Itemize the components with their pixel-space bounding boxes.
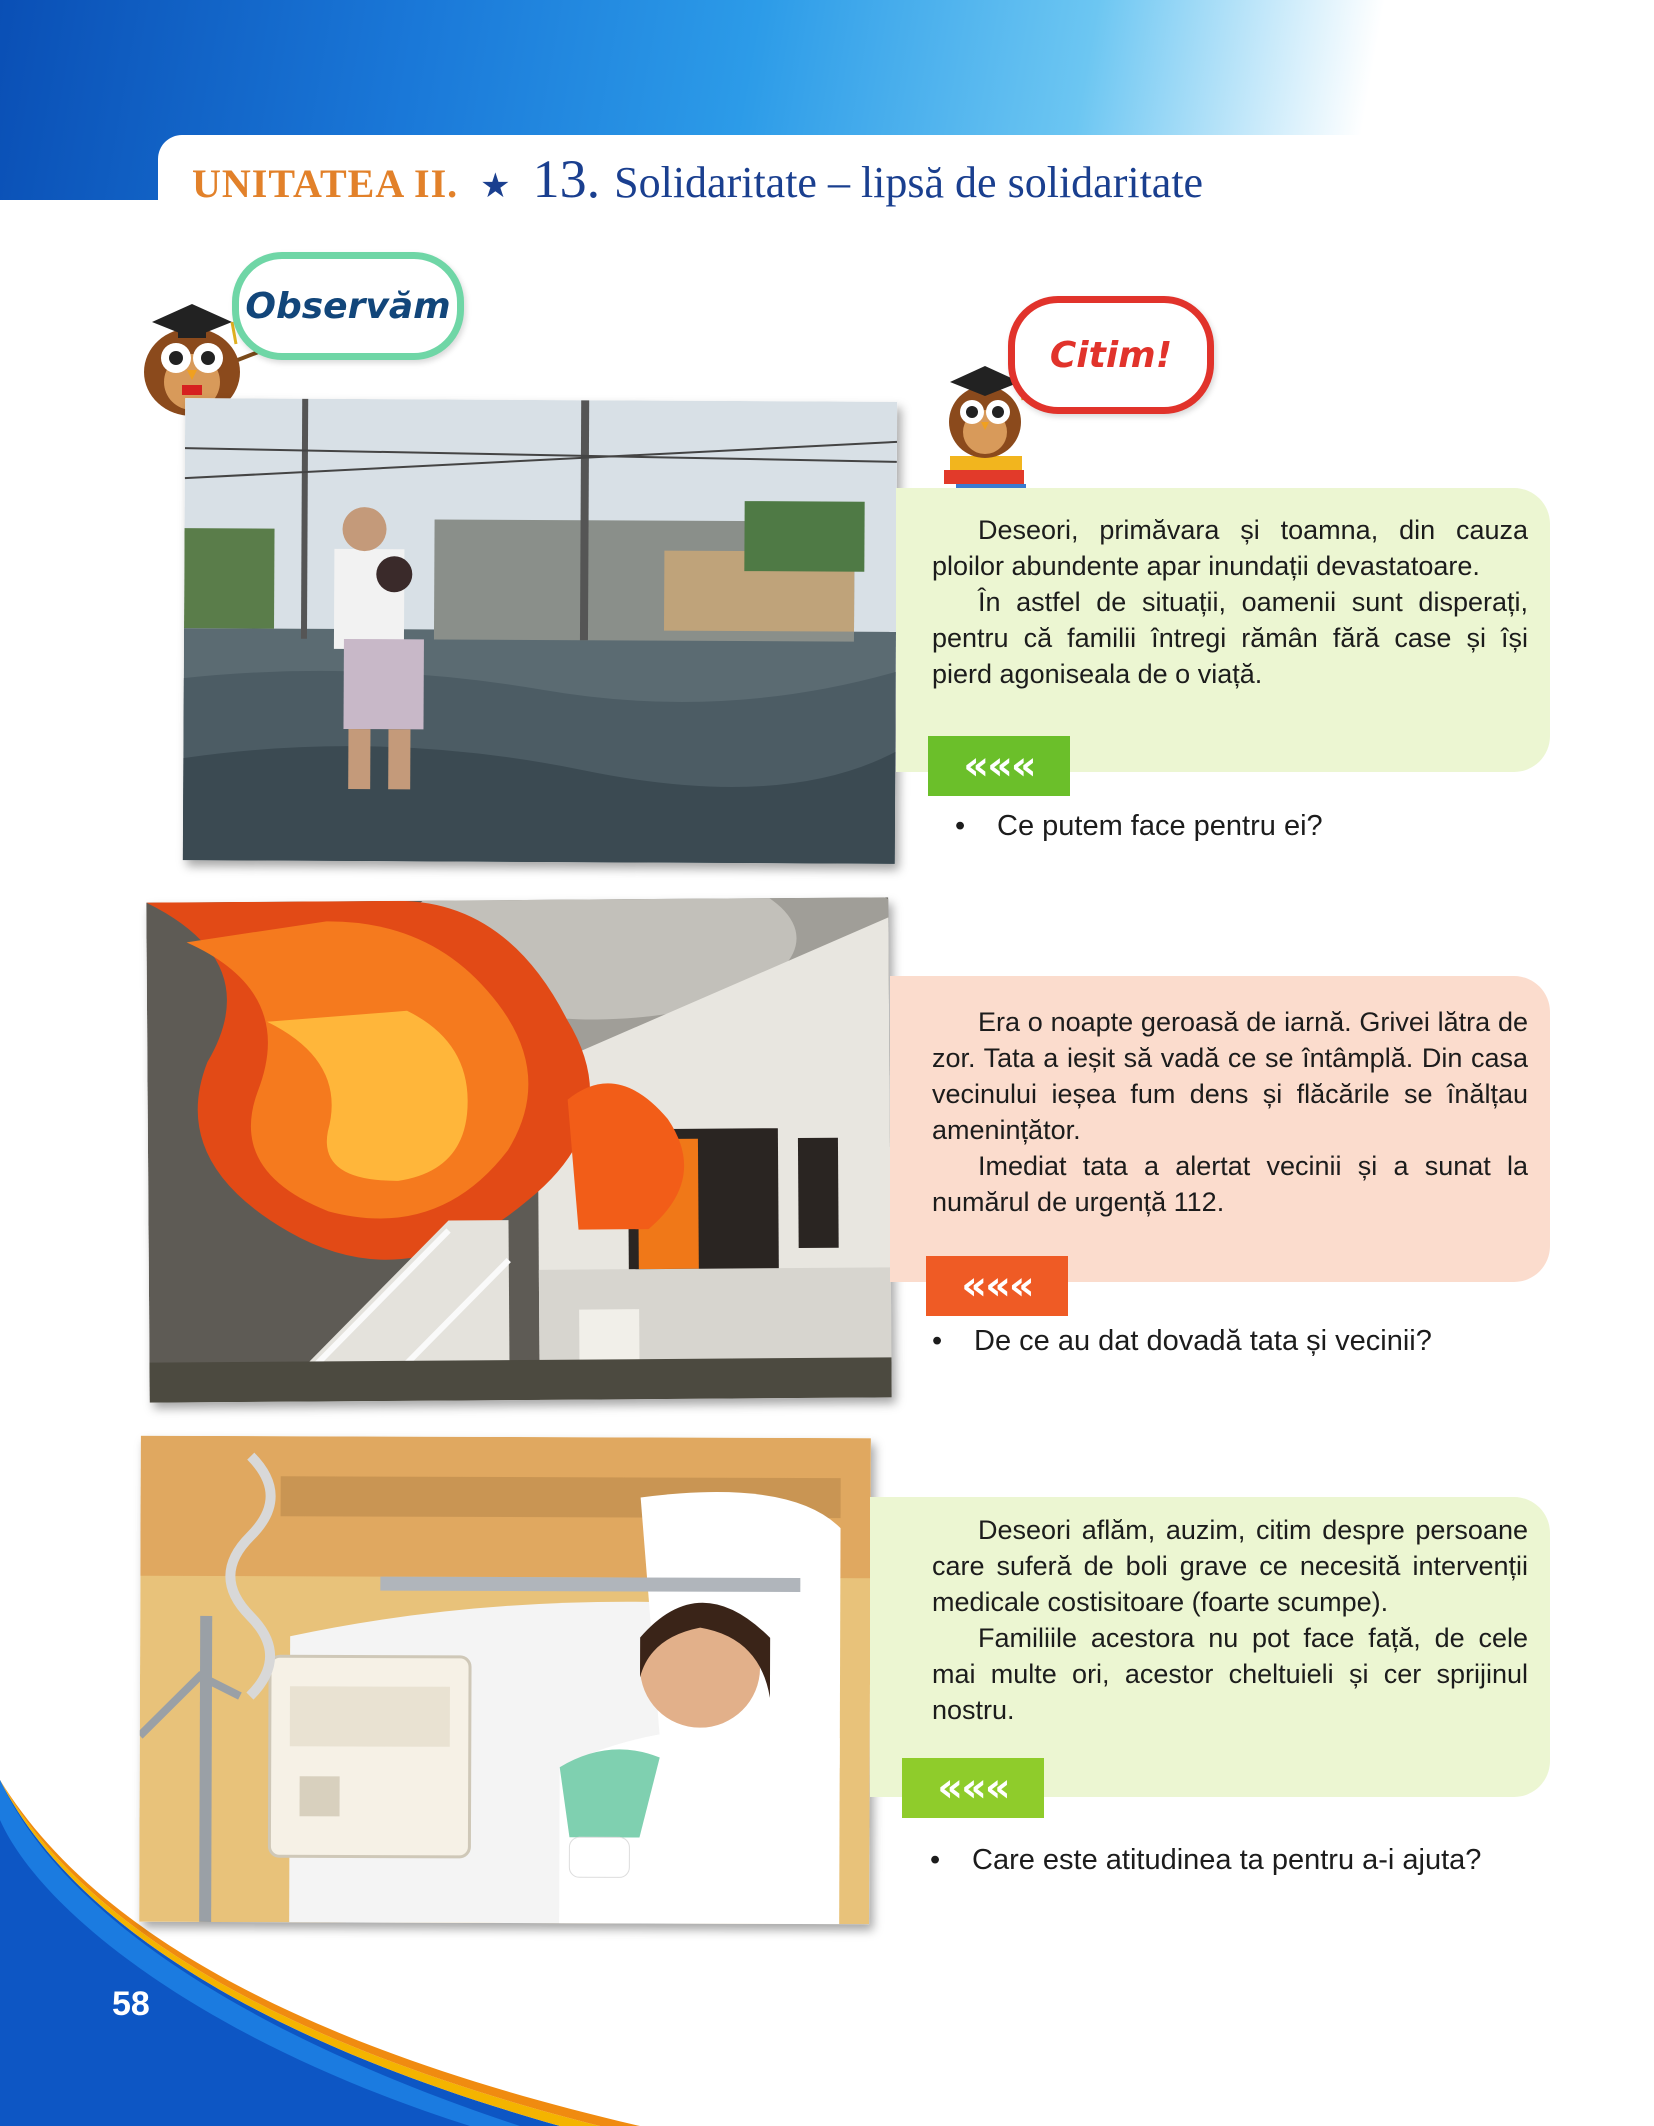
question-flood	[955, 810, 1323, 843]
question-text: Care este atitudinea ta pentru a-i ajuta?	[972, 1844, 1482, 1876]
paragraph: Deseori aflăm, auzim, citim despre persoane care suferă de boli grave ce necesită intervenții medicale costisitoare (foarte scumpe).	[932, 1515, 1528, 1617]
question-tag: «««	[926, 1256, 1068, 1316]
house-fire-photo	[146, 897, 891, 1402]
bullet: •	[932, 1325, 943, 1357]
paragraph: Imediat tata a alertat vecinii și a sunat la numărul de urgență 112.	[932, 1151, 1528, 1217]
lesson-number: 13.	[532, 149, 601, 209]
flood-photo	[183, 398, 897, 864]
question-illness	[930, 1844, 1481, 1877]
paragraph: În astfel de situații, oamenii sunt disperați, pentru că familii întregi rămân fără case și își pierd agoniseala de o viață.	[932, 587, 1528, 689]
lesson-title: Solidaritate – lipsă de solidaritate	[614, 158, 1204, 207]
observe-label: Observăm	[232, 252, 464, 360]
question-fire	[932, 1325, 1432, 1358]
question-text: Ce putem face pentru ei?	[997, 810, 1323, 842]
read-label: Citim!	[1008, 296, 1214, 414]
lesson-header	[192, 148, 1203, 210]
bullet: •	[955, 810, 966, 842]
question-text: De ce au dat dovadă tata și vecinii?	[974, 1325, 1432, 1357]
text-fire	[932, 1004, 1528, 1220]
star-icon: ★	[480, 168, 511, 205]
hospital-photo	[139, 1436, 871, 1925]
unit-label: UNITATEA II.	[192, 161, 459, 206]
bullet: •	[930, 1844, 941, 1876]
question-tag: «««	[902, 1758, 1044, 1818]
paragraph: Deseori, primăvara și toamna, din cauza ploilor abundente apar inundații devastatoare.	[932, 515, 1528, 581]
page-number: 58	[112, 1985, 150, 2023]
paragraph: Familiile acestora nu pot face față, de cele mai multe ori, acestor cheltuieli și cer sprijinul nostru.	[932, 1623, 1528, 1725]
text-illness	[932, 1512, 1528, 1728]
question-tag: «««	[928, 736, 1070, 796]
text-flood	[932, 512, 1528, 692]
paragraph: Era o noapte geroasă de iarnă. Grivei lătra de zor. Tata a ieșit să vadă ce se întâmplă. Din casa vecinului ieșea fum dens și flăcările se înălțau amenințător.	[932, 1007, 1528, 1145]
